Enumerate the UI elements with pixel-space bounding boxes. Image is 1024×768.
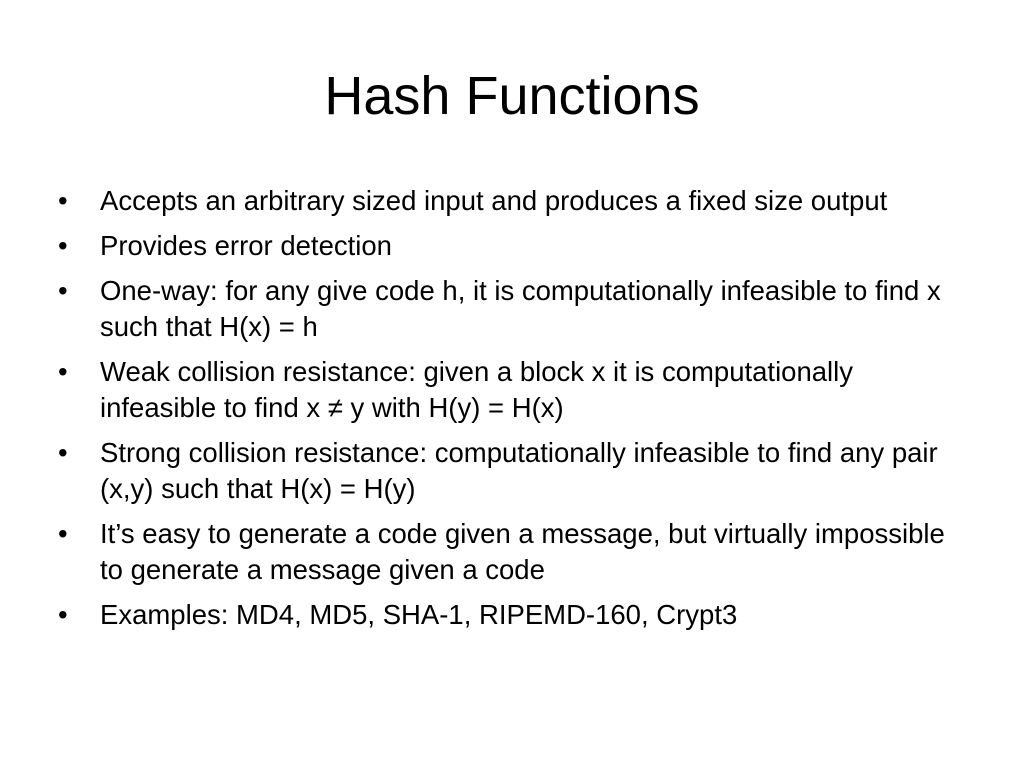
bullet-text: Strong collision resistance: computationally infeasible to find any pair (x,y) such that H(x) = H(y) (100, 437, 938, 504)
bullet-icon: • (58, 518, 68, 549)
bullet-list (56, 183, 966, 642)
slide-title: Hash Functions (324, 66, 700, 126)
bullet-icon: • (58, 356, 68, 387)
bullet-item (56, 435, 966, 507)
bullet-item (56, 273, 966, 345)
bullet-item (56, 228, 966, 264)
bullet-text: Accepts an arbitrary sized input and produces a fixed size output (100, 185, 888, 216)
bullet-icon: • (58, 275, 68, 306)
bullet-item (56, 516, 966, 588)
bullet-icon: • (58, 230, 68, 261)
bullet-icon: • (58, 185, 68, 216)
bullet-text: Provides error detection (100, 230, 392, 261)
bullet-text: Weak collision resistance: given a block x it is computationally infeasible to find x ≠ y with H(y) = H(x) (100, 356, 854, 423)
bullet-item (56, 183, 966, 219)
bullet-text: Examples: MD4, MD5, SHA-1, RIPEMD-160, Crypt3 (100, 599, 738, 630)
bullet-icon: • (58, 437, 68, 468)
bullet-item (56, 354, 966, 426)
bullet-icon: • (58, 599, 68, 630)
bullet-text: It’s easy to generate a code given a message, but virtually impossible to generate a message given a code (100, 518, 945, 585)
bullet-item (56, 597, 966, 633)
bullet-text: One-way: for any give code h, it is computationally infeasible to find x such that H(x) = h (100, 275, 941, 342)
